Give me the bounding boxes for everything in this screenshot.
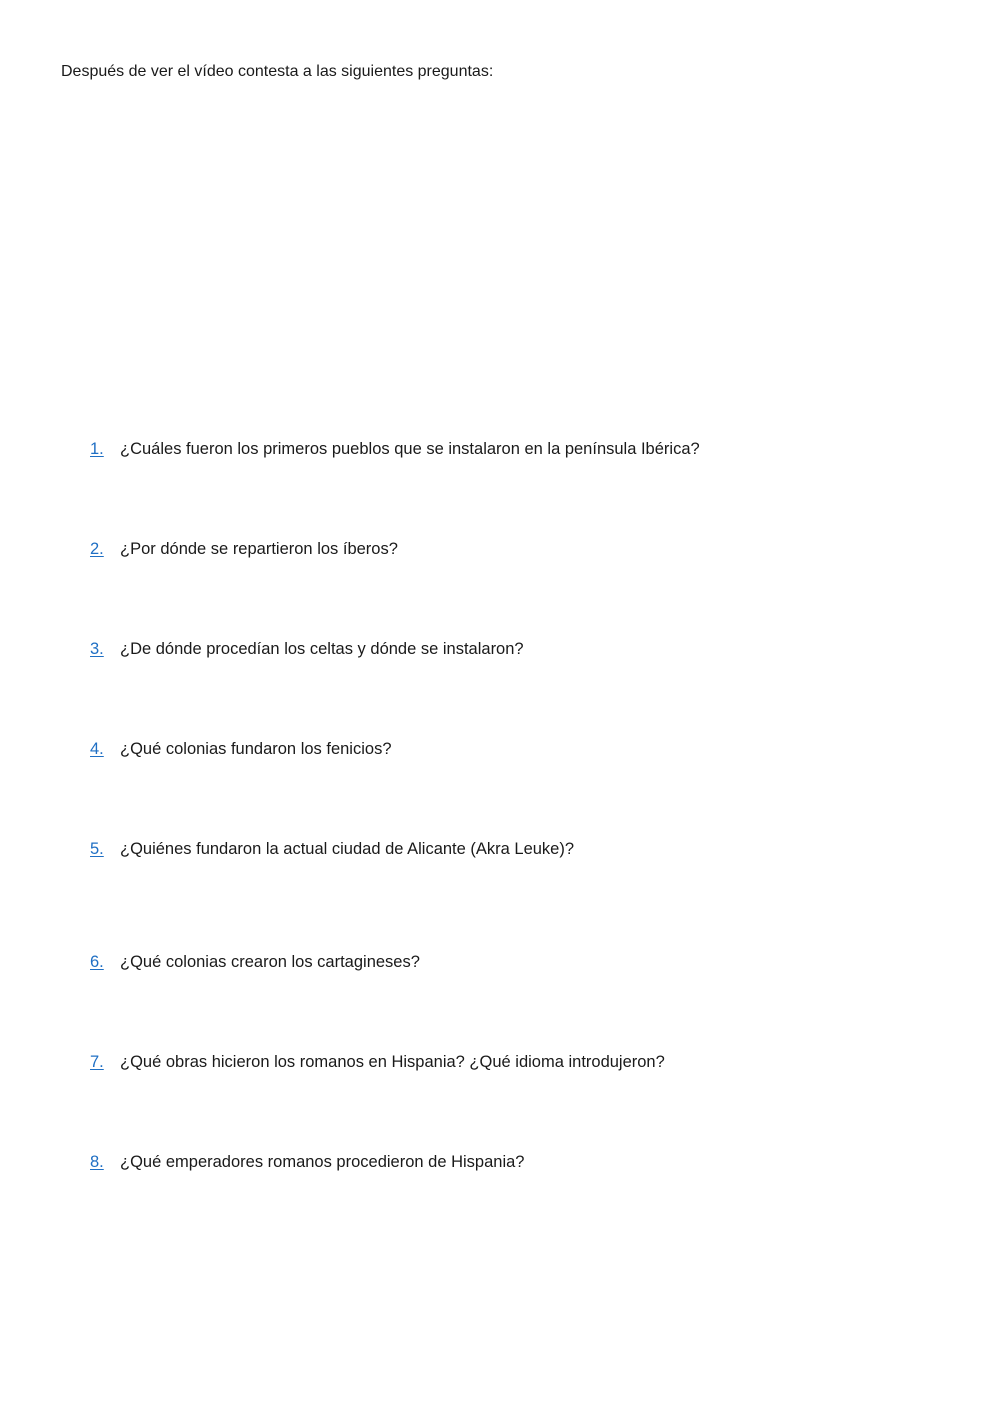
question-number-link[interactable]: 1. bbox=[90, 440, 104, 458]
question-number-link[interactable]: 8. bbox=[90, 1153, 104, 1171]
question-item bbox=[90, 637, 524, 661]
question-text: ¿Cuáles fueron los primeros pueblos que se instalaron en la península Ibérica? bbox=[120, 440, 700, 458]
question-item bbox=[90, 437, 700, 461]
instructions-text: Después de ver el vídeo contesta a las siguientes preguntas: bbox=[61, 63, 494, 80]
question-item bbox=[90, 1050, 665, 1074]
question-item bbox=[90, 837, 574, 861]
question-number-link[interactable]: 4. bbox=[90, 740, 104, 758]
question-item bbox=[90, 737, 392, 761]
question-number-link[interactable]: 5. bbox=[90, 840, 104, 858]
question-item bbox=[90, 950, 420, 974]
question-number-link[interactable]: 6. bbox=[90, 953, 104, 971]
question-text: ¿Qué emperadores romanos procedieron de Hispania? bbox=[120, 1153, 525, 1171]
question-text: ¿Por dónde se repartieron los íberos? bbox=[120, 540, 398, 558]
question-item bbox=[90, 537, 398, 561]
question-text: ¿Qué colonias crearon los cartagineses? bbox=[120, 953, 420, 971]
question-number-link[interactable]: 2. bbox=[90, 540, 104, 558]
question-item bbox=[90, 1150, 524, 1174]
question-number-link[interactable]: 7. bbox=[90, 1053, 104, 1071]
question-text: ¿Qué obras hicieron los romanos en Hispania? ¿Qué idioma introdujeron? bbox=[120, 1053, 665, 1071]
question-number-link[interactable]: 3. bbox=[90, 640, 104, 658]
question-text: ¿Qué colonias fundaron los fenicios? bbox=[120, 740, 392, 758]
question-text: ¿Quiénes fundaron la actual ciudad de Alicante (Akra Leuke)? bbox=[120, 840, 575, 858]
question-text: ¿De dónde procedían los celtas y dónde se instalaron? bbox=[120, 640, 524, 658]
